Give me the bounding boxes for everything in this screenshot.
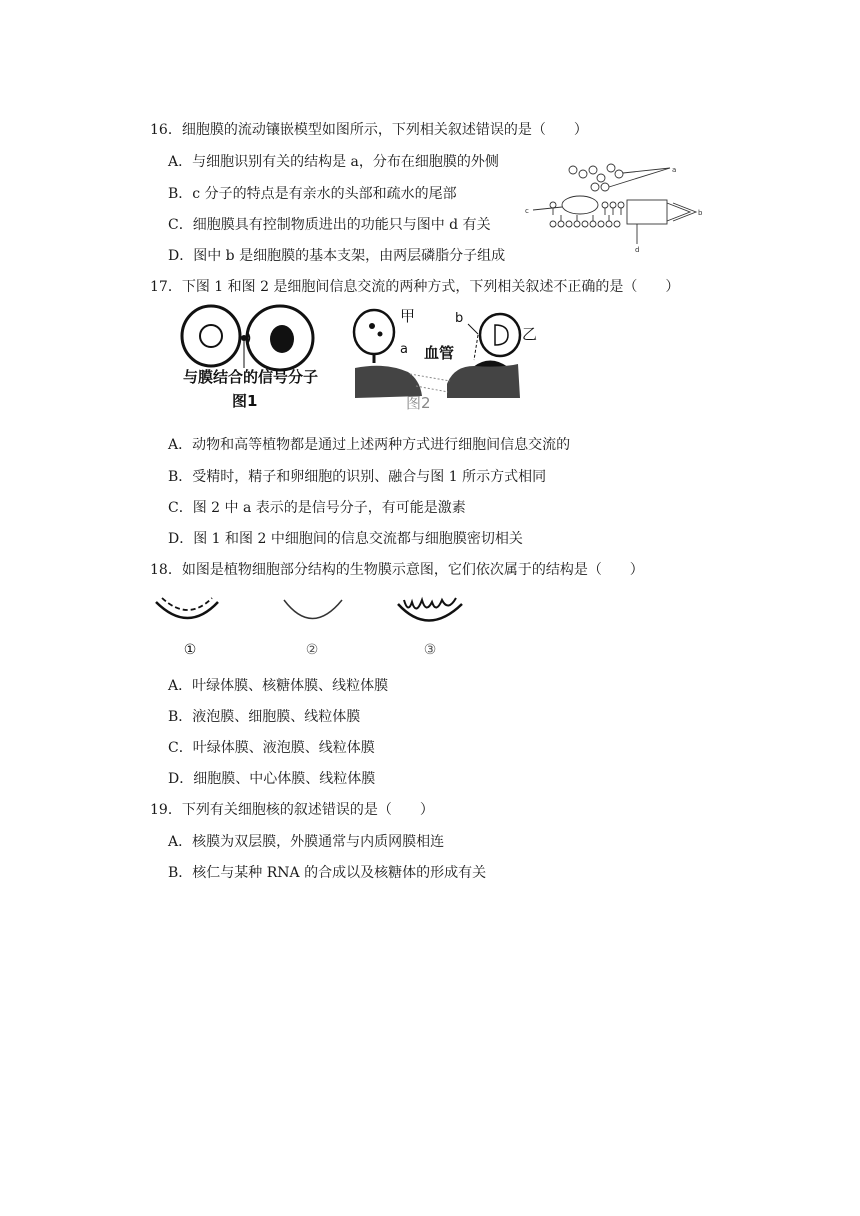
q16-label-b: b (698, 209, 703, 217)
q17-option-c: C．图 2 中 a 表示的是信号分子，有可能是激素 (168, 500, 466, 516)
q18-label-1: ① (183, 642, 197, 658)
q17-figure-1 (180, 302, 330, 414)
q16-option-a: A．与细胞识别有关的结构是 a，分布在细胞膜的外侧 (168, 154, 499, 170)
q16-option-c: C．细胞膜具有控制物质进出的功能只与图中 d 有关 (168, 217, 491, 233)
q18-option-d: D．细胞膜、中心体膜、线粒体膜 (168, 771, 376, 787)
q17-stem: 17．下图 1 和图 2 是细胞间信息交流的两种方式，下列相关叙述不正确的是（ ） (150, 279, 680, 295)
q18-label-2: ② (305, 642, 319, 658)
q16-label-a: a (672, 166, 677, 174)
q16-label-d: d (635, 246, 640, 254)
q16-stem: 16．细胞膜的流动镶嵌模型如图所示，下列相关叙述错误的是（ ） (150, 122, 588, 138)
q19-stem: 19．下列有关细胞核的叙述错误的是（ ） (150, 802, 434, 818)
q18-figure (150, 592, 480, 662)
q18-option-c: C．叶绿体膜、液泡膜、线粒体膜 (168, 740, 375, 756)
q17-label-b: b (455, 311, 464, 326)
q16-membrane-diagram (525, 160, 715, 255)
q17-fig1-caption: 与膜结合的信号分子 (183, 368, 319, 386)
q17-fig1-title: 图1 (232, 392, 258, 410)
q17-fig2-title: 图2 (406, 394, 431, 412)
q17-label-vessel: 血管 (424, 344, 455, 362)
q17-option-a: A．动物和高等植物都是通过上述两种方式进行细胞间信息交流的 (168, 437, 571, 453)
q19-option-b: B．核仁与某种 RNA 的合成以及核糖体的形成有关 (168, 865, 487, 881)
q16-option-b: B．c 分子的特点是有亲水的头部和疏水的尾部 (168, 186, 457, 202)
q18-label-3: ③ (423, 642, 437, 658)
q16-label-c: c (525, 207, 529, 215)
q17-option-d: D．图 1 和图 2 中细胞间的信息交流都与细胞膜密切相关 (168, 531, 523, 547)
q17-figure-2 (350, 306, 545, 414)
q16-option-d: D．图中 b 是细胞膜的基本支架，由两层磷脂分子组成 (168, 248, 506, 264)
q18-option-a: A．叶绿体膜、核糖体膜、线粒体膜 (168, 678, 389, 694)
q18-stem: 18．如图是植物细胞部分结构的生物膜示意图，它们依次属于的结构是（ ） (150, 562, 644, 578)
q17-option-b: B．受精时，精子和卵细胞的识别、融合与图 1 所示方式相同 (168, 469, 547, 485)
q17-label-a: a (400, 342, 408, 357)
q17-label-yi: 乙 (522, 325, 538, 343)
q19-option-a: A．核膜为双层膜，外膜通常与内质网膜相连 (168, 834, 445, 850)
q17-label-jia: 甲 (400, 307, 416, 325)
q18-option-b: B．液泡膜、细胞膜、线粒体膜 (168, 709, 361, 725)
